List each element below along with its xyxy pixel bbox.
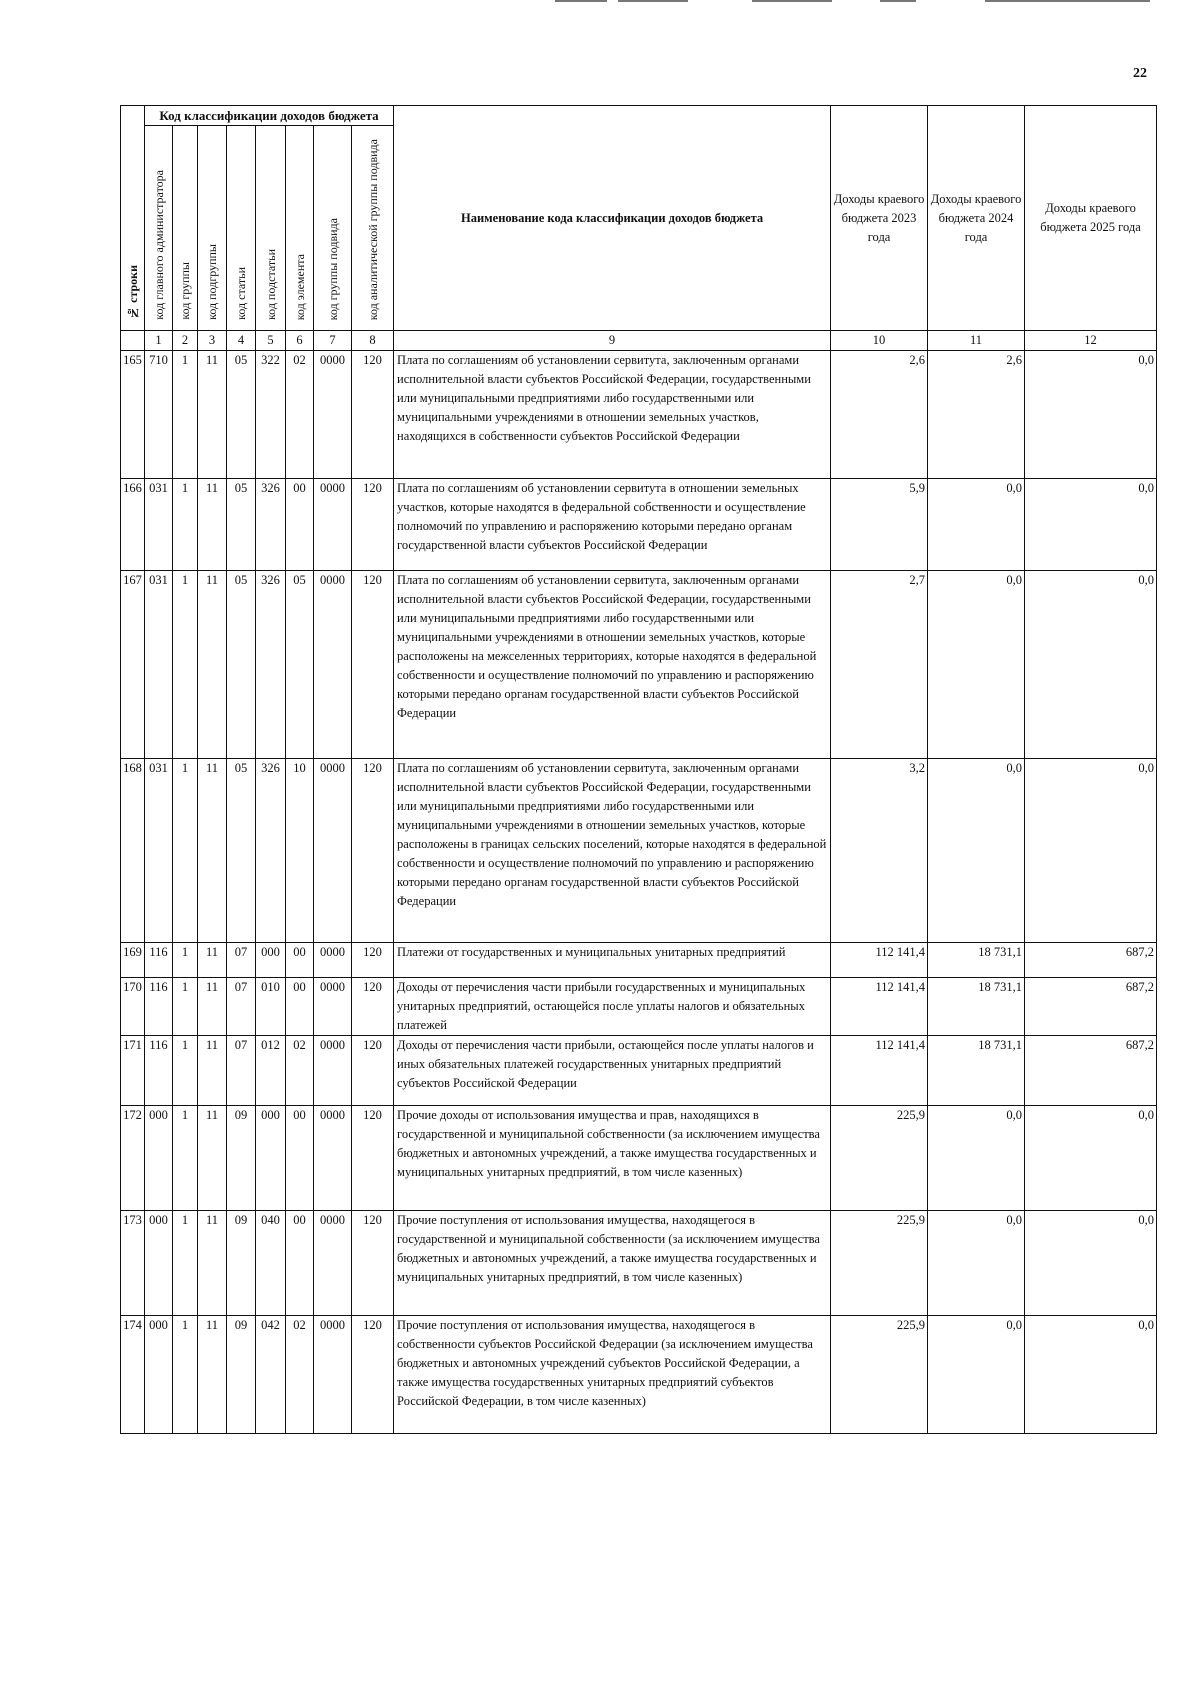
subarticle-code-cell: 326 <box>256 759 286 943</box>
admin-code-cell: 116 <box>145 943 173 978</box>
subgroup-code-cell: 11 <box>198 1106 227 1211</box>
subgroup-code-cell: 11 <box>198 759 227 943</box>
column-number-blank <box>121 331 145 351</box>
admin-code-cell: 000 <box>145 1316 173 1434</box>
revenue-2023-cell: 225,9 <box>831 1106 928 1211</box>
scan-artifact-line <box>618 0 688 2</box>
admin-code-cell: 116 <box>145 1036 173 1106</box>
column-number: 8 <box>352 331 394 351</box>
column-number: 3 <box>198 331 227 351</box>
article-code-cell: 09 <box>227 1106 256 1211</box>
column-number: 11 <box>928 331 1025 351</box>
element-code-cell: 00 <box>286 1106 314 1211</box>
revenue-2023-cell: 112 141,4 <box>831 978 928 1036</box>
revenue-name-cell: Доходы от перечисления части прибыли, остающейся после уплаты налогов и иных обязательных платежей государственных унитарных предприятий субъектов Российской Федерации <box>394 1036 831 1106</box>
revenue-name-cell: Плата по соглашениям об установлении сервитута в отношении земельных участков, которые находятся в федеральной собственности и осуществление полномочий по управлению и распоряжению которыми передано органам государственной власти субъектов Российской Федерации <box>394 479 831 571</box>
element-code-cell: 00 <box>286 978 314 1036</box>
article-code-cell: 05 <box>227 351 256 479</box>
revenue-name-cell: Прочие поступления от использования имущества, находящегося в собственности субъектов Российской Федерации (за исключением имущества бюджетных и автономных учреждений субъектов Российской Федерации, а также имущества государственных унитарных предприятий субъектов Российской Федерации, в том числе казенных) <box>394 1316 831 1434</box>
analytic-group-code-cell: 120 <box>352 1211 394 1316</box>
element-code-cell: 02 <box>286 351 314 479</box>
revenue-2025-cell: 0,0 <box>1025 351 1157 479</box>
subtype-group-code-cell: 0000 <box>314 1316 352 1434</box>
subgroup-code-cell: 11 <box>198 1316 227 1434</box>
analytic-group-code-cell: 120 <box>352 1316 394 1434</box>
column-number: 1 <box>145 331 173 351</box>
table-row <box>121 1106 1157 1211</box>
subtype-group-code-cell: 0000 <box>314 759 352 943</box>
revenue-2023-cell: 225,9 <box>831 1211 928 1316</box>
analytic-group-code-cell: 120 <box>352 1036 394 1106</box>
row-number-cell: 166 <box>121 479 145 571</box>
revenue-2024-cell: 0,0 <box>928 759 1025 943</box>
subgroup-code-cell: 11 <box>198 978 227 1036</box>
article-code-cell: 05 <box>227 759 256 943</box>
row-number-cell: 170 <box>121 978 145 1036</box>
row-number-header: № строки <box>121 106 145 331</box>
element-code-cell: 10 <box>286 759 314 943</box>
admin-code-cell: 031 <box>145 571 173 759</box>
row-number-cell: 165 <box>121 351 145 479</box>
article-code-cell: 05 <box>227 571 256 759</box>
group-code-cell: 1 <box>173 1316 198 1434</box>
analytic-group-code-cell: 120 <box>352 759 394 943</box>
subarticle-code-cell: 010 <box>256 978 286 1036</box>
year-2025-header: Доходы краевого бюджета 2025 года <box>1025 106 1157 331</box>
revenue-name-cell: Плата по соглашениям об установлении сервитута, заключенным органами исполнительной власти субъектов Российской Федерации, государственными или муниципальными предприятиями либо государственными или муниципальными учреждениями в отношении земельных участков, которые расположены на межселенных территориях, которые находятся в федеральной собственности и осуществление полномочий по управлению и распоряжению которыми передано органам государственной власти субъектов Российской Федерации <box>394 571 831 759</box>
name-column-header: Наименование кода классификации доходов бюджета <box>394 106 831 331</box>
group-code-cell: 1 <box>173 351 198 479</box>
classification-code-header: Код классификации доходов бюджета <box>145 106 394 126</box>
revenue-2024-cell: 0,0 <box>928 1211 1025 1316</box>
admin-code-cell: 116 <box>145 978 173 1036</box>
group-code-header: код группы <box>173 126 198 331</box>
year-2024-header: Доходы краевого бюджета 2024 года <box>928 106 1025 331</box>
element-code-cell: 00 <box>286 479 314 571</box>
revenue-2024-cell: 0,0 <box>928 1316 1025 1434</box>
admin-code-header: код главного администратора <box>145 126 173 331</box>
revenue-2023-cell: 2,7 <box>831 571 928 759</box>
revenue-name-cell: Платежи от государственных и муниципальных унитарных предприятий <box>394 943 831 978</box>
subarticle-code-cell: 000 <box>256 943 286 978</box>
revenue-2025-cell: 687,2 <box>1025 1036 1157 1106</box>
subgroup-code-cell: 11 <box>198 1211 227 1316</box>
admin-code-cell: 710 <box>145 351 173 479</box>
subarticle-code-cell: 000 <box>256 1106 286 1211</box>
page-number: 22 <box>1133 66 1147 81</box>
subgroup-code-cell: 11 <box>198 943 227 978</box>
table-row <box>121 978 1157 1036</box>
scan-artifact-line <box>880 0 916 2</box>
table-row <box>121 351 1157 479</box>
row-number-cell: 171 <box>121 1036 145 1106</box>
group-code-cell: 1 <box>173 1106 198 1211</box>
revenue-2025-cell: 0,0 <box>1025 1211 1157 1316</box>
subtype-group-code-cell: 0000 <box>314 1106 352 1211</box>
subarticle-code-header: код подстатьи <box>256 126 286 331</box>
revenue-2025-cell: 687,2 <box>1025 943 1157 978</box>
scan-artifact-line <box>555 0 607 2</box>
revenue-2025-cell: 0,0 <box>1025 571 1157 759</box>
element-code-cell: 00 <box>286 943 314 978</box>
article-code-cell: 09 <box>227 1211 256 1316</box>
element-code-cell: 02 <box>286 1036 314 1106</box>
revenue-2025-cell: 0,0 <box>1025 1106 1157 1211</box>
revenue-2024-cell: 2,6 <box>928 351 1025 479</box>
article-code-cell: 09 <box>227 1316 256 1434</box>
group-code-cell: 1 <box>173 1036 198 1106</box>
subtype-group-code-cell: 0000 <box>314 943 352 978</box>
subtype-group-code-cell: 0000 <box>314 1036 352 1106</box>
revenue-2023-cell: 2,6 <box>831 351 928 479</box>
year-2023-header: Доходы краевого бюджета 2023 года <box>831 106 928 331</box>
column-number: 9 <box>394 331 831 351</box>
subarticle-code-cell: 322 <box>256 351 286 479</box>
revenue-2025-cell: 687,2 <box>1025 978 1157 1036</box>
revenue-name-cell: Плата по соглашениям об установлении сервитута, заключенным органами исполнительной власти субъектов Российской Федерации, государственными или муниципальными предприятиями либо государственными или муниципальными учреждениями в отношении земельных участков, находящихся в собственности субъектов Российской Федерации <box>394 351 831 479</box>
article-code-cell: 07 <box>227 943 256 978</box>
row-number-cell: 174 <box>121 1316 145 1434</box>
revenue-2024-cell: 0,0 <box>928 571 1025 759</box>
revenue-name-cell: Доходы от перечисления части прибыли государственных и муниципальных унитарных предприятий, остающейся после уплаты налогов и обязательных платежей <box>394 978 831 1036</box>
revenue-2024-cell: 0,0 <box>928 1106 1025 1211</box>
element-code-cell: 05 <box>286 571 314 759</box>
article-code-cell: 05 <box>227 479 256 571</box>
revenue-2023-cell: 225,9 <box>831 1316 928 1434</box>
column-number: 12 <box>1025 331 1157 351</box>
column-number: 10 <box>831 331 928 351</box>
revenue-2025-cell: 0,0 <box>1025 1316 1157 1434</box>
analytic-group-code-cell: 120 <box>352 351 394 479</box>
scan-artifact-line <box>985 0 1150 2</box>
admin-code-cell: 031 <box>145 479 173 571</box>
column-number: 6 <box>286 331 314 351</box>
revenue-2024-cell: 18 731,1 <box>928 978 1025 1036</box>
subarticle-code-cell: 326 <box>256 479 286 571</box>
revenue-name-cell: Прочие доходы от использования имущества и прав, находящихся в государственной и муниципальной собственности (за исключением имущества бюджетных и автономных учреждений, а также имущества государственных и муниципальных унитарных предприятий, в том числе казенных) <box>394 1106 831 1211</box>
article-code-cell: 07 <box>227 1036 256 1106</box>
analytic-group-code-cell: 120 <box>352 943 394 978</box>
table-row <box>121 1316 1157 1434</box>
element-code-cell: 02 <box>286 1316 314 1434</box>
subgroup-code-cell: 11 <box>198 1036 227 1106</box>
subtype-group-code-cell: 0000 <box>314 571 352 759</box>
subtype-group-code-cell: 0000 <box>314 978 352 1036</box>
element-code-header: код элемента <box>286 126 314 331</box>
group-code-cell: 1 <box>173 978 198 1036</box>
element-code-cell: 00 <box>286 1211 314 1316</box>
analytic-group-code-cell: 120 <box>352 571 394 759</box>
subgroup-code-header: код подгруппы <box>198 126 227 331</box>
group-code-cell: 1 <box>173 943 198 978</box>
revenue-2025-cell: 0,0 <box>1025 479 1157 571</box>
revenue-2023-cell: 3,2 <box>831 759 928 943</box>
revenue-2023-cell: 5,9 <box>831 479 928 571</box>
subgroup-code-cell: 11 <box>198 351 227 479</box>
subtype-group-code-cell: 0000 <box>314 1211 352 1316</box>
column-numbers-row <box>121 331 1157 351</box>
group-code-cell: 1 <box>173 571 198 759</box>
column-number: 5 <box>256 331 286 351</box>
subtype-group-code-cell: 0000 <box>314 479 352 571</box>
revenue-2024-cell: 0,0 <box>928 479 1025 571</box>
budget-revenue-table <box>120 105 1157 1434</box>
subarticle-code-cell: 042 <box>256 1316 286 1434</box>
table-row <box>121 479 1157 571</box>
subarticle-code-cell: 326 <box>256 571 286 759</box>
revenue-2025-cell: 0,0 <box>1025 759 1157 943</box>
analytic-group-code-cell: 120 <box>352 479 394 571</box>
group-code-cell: 1 <box>173 479 198 571</box>
subarticle-code-cell: 040 <box>256 1211 286 1316</box>
admin-code-cell: 031 <box>145 759 173 943</box>
revenue-2024-cell: 18 731,1 <box>928 943 1025 978</box>
analytic-group-code-cell: 120 <box>352 1106 394 1211</box>
header-group-row <box>121 106 1157 126</box>
column-number: 4 <box>227 331 256 351</box>
revenue-2023-cell: 112 141,4 <box>831 943 928 978</box>
column-number: 2 <box>173 331 198 351</box>
row-number-cell: 169 <box>121 943 145 978</box>
table-row <box>121 1211 1157 1316</box>
row-number-cell: 168 <box>121 759 145 943</box>
group-code-cell: 1 <box>173 1211 198 1316</box>
subgroup-code-cell: 11 <box>198 571 227 759</box>
article-code-cell: 07 <box>227 978 256 1036</box>
column-number: 7 <box>314 331 352 351</box>
subtype-group-code-header: код группы подвида <box>314 126 352 331</box>
table-row <box>121 571 1157 759</box>
admin-code-cell: 000 <box>145 1211 173 1316</box>
table-row <box>121 1036 1157 1106</box>
table-row <box>121 943 1157 978</box>
revenue-name-cell: Прочие поступления от использования имущества, находящегося в государственной и муниципальной собственности (за исключением имущества бюджетных и автономных учреждений, а также имущества государственных и муниципальных унитарных предприятий, в том числе казенных) <box>394 1211 831 1316</box>
scan-artifact-line <box>752 0 832 2</box>
subtype-group-code-cell: 0000 <box>314 351 352 479</box>
analytic-group-code-header: код аналитической группы подвида <box>352 126 394 331</box>
analytic-group-code-cell: 120 <box>352 978 394 1036</box>
article-code-header: код статьи <box>227 126 256 331</box>
table-row <box>121 759 1157 943</box>
revenue-2024-cell: 18 731,1 <box>928 1036 1025 1106</box>
admin-code-cell: 000 <box>145 1106 173 1211</box>
revenue-name-cell: Плата по соглашениям об установлении сервитута, заключенным органами исполнительной власти субъектов Российской Федерации, государственными или муниципальными предприятиями либо государственными или муниципальными учреждениями в отношении земельных участков, которые расположены в границах сельских поселений, которые находятся в федеральной собственности и осуществление полномочий по управлению и распоряжению которыми передано органам государственной власти субъектов Российской Федерации <box>394 759 831 943</box>
subarticle-code-cell: 012 <box>256 1036 286 1106</box>
row-number-cell: 173 <box>121 1211 145 1316</box>
row-number-cell: 167 <box>121 571 145 759</box>
row-number-cell: 172 <box>121 1106 145 1211</box>
group-code-cell: 1 <box>173 759 198 943</box>
revenue-2023-cell: 112 141,4 <box>831 1036 928 1106</box>
subgroup-code-cell: 11 <box>198 479 227 571</box>
